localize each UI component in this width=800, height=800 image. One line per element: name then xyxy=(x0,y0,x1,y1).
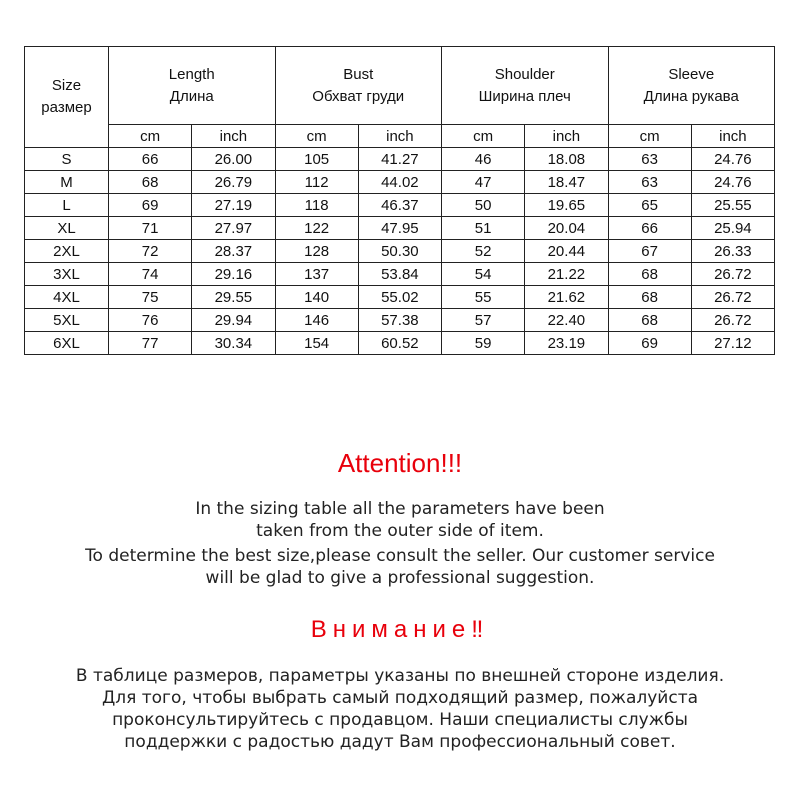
unit-cell: inch xyxy=(691,125,774,148)
table-row xyxy=(25,217,775,240)
value-cell: 77 xyxy=(109,332,192,355)
header-en: Shoulder xyxy=(494,65,555,83)
value-cell: 26.33 xyxy=(691,240,774,263)
value-cell: 112 xyxy=(275,171,358,194)
table-header-row xyxy=(25,47,775,125)
value-cell: 74 xyxy=(109,263,192,286)
value-cell: 30.34 xyxy=(192,332,275,355)
unit-cell: inch xyxy=(525,125,608,148)
value-cell: 26.79 xyxy=(192,171,275,194)
value-cell: 25.94 xyxy=(691,217,774,240)
table-row xyxy=(25,194,775,217)
value-cell: 128 xyxy=(275,240,358,263)
notice-line: проконсультируйтесь с продавцом. Наши специалисты службы xyxy=(112,710,688,730)
header-ru: Ширина плеч xyxy=(478,87,571,105)
value-cell: 146 xyxy=(275,309,358,332)
value-cell: 20.04 xyxy=(525,217,608,240)
value-cell: 21.22 xyxy=(525,263,608,286)
table-row xyxy=(25,263,775,286)
value-cell: 66 xyxy=(608,217,691,240)
unit-cell: inch xyxy=(358,125,441,148)
table-row xyxy=(25,240,775,263)
value-cell: 57.38 xyxy=(358,309,441,332)
table-row xyxy=(25,309,775,332)
size-chart-table xyxy=(24,46,775,355)
notice-line: In the sizing table all the parameters have been xyxy=(195,499,605,519)
value-cell: 63 xyxy=(608,148,691,171)
size-header-ru: размер xyxy=(41,99,92,116)
value-cell: 47 xyxy=(442,171,525,194)
value-cell: 72 xyxy=(109,240,192,263)
bust-header xyxy=(275,47,442,125)
value-cell: 53.84 xyxy=(358,263,441,286)
notice-ru xyxy=(0,665,800,753)
header-ru: Обхват груди xyxy=(312,87,405,105)
value-cell: 20.44 xyxy=(525,240,608,263)
header-ru: Длина рукава xyxy=(643,87,739,105)
size-cell: XL xyxy=(25,217,109,240)
value-cell: 68 xyxy=(608,263,691,286)
value-cell: 50 xyxy=(442,194,525,217)
value-cell: 68 xyxy=(109,171,192,194)
table-row xyxy=(25,286,775,309)
header-en: Sleeve xyxy=(668,65,715,83)
shoulder-header xyxy=(442,47,609,125)
value-cell: 57 xyxy=(442,309,525,332)
value-cell: 75 xyxy=(109,286,192,309)
value-cell: 66 xyxy=(109,148,192,171)
value-cell: 67 xyxy=(608,240,691,263)
notice-line: will be glad to give a professional suggestion. xyxy=(205,568,595,588)
value-cell: 18.08 xyxy=(525,148,608,171)
header-ru: Длина xyxy=(169,87,214,105)
size-cell: 3XL xyxy=(25,263,109,286)
attention-title-ru: Внимание‼ xyxy=(310,616,490,643)
value-cell: 28.37 xyxy=(192,240,275,263)
value-cell: 51 xyxy=(442,217,525,240)
value-cell: 122 xyxy=(275,217,358,240)
size-cell: L xyxy=(25,194,109,217)
value-cell: 26.00 xyxy=(192,148,275,171)
value-cell: 63 xyxy=(608,171,691,194)
unit-cell: cm xyxy=(442,125,525,148)
value-cell: 50.30 xyxy=(358,240,441,263)
value-cell: 24.76 xyxy=(691,171,774,194)
value-cell: 26.72 xyxy=(691,309,774,332)
value-cell: 60.52 xyxy=(358,332,441,355)
value-cell: 26.72 xyxy=(691,286,774,309)
value-cell: 54 xyxy=(442,263,525,286)
value-cell: 55 xyxy=(442,286,525,309)
value-cell: 118 xyxy=(275,194,358,217)
notice-line: поддержки с радостью дадут Вам профессиональный совет. xyxy=(124,732,676,752)
notice-line: Для того, чтобы выбрать самый подходящий размер, пожалуйста xyxy=(101,688,699,708)
value-cell: 25.55 xyxy=(691,194,774,217)
value-cell: 47.95 xyxy=(358,217,441,240)
size-cell: S xyxy=(25,148,109,171)
unit-row xyxy=(25,125,775,148)
table-row xyxy=(25,332,775,355)
value-cell: 154 xyxy=(275,332,358,355)
value-cell: 44.02 xyxy=(358,171,441,194)
notice-line: В таблице размеров, параметры указаны по внешней стороне изделия. xyxy=(75,666,725,686)
size-header xyxy=(25,47,109,148)
value-cell: 24.76 xyxy=(691,148,774,171)
value-cell: 27.12 xyxy=(691,332,774,355)
size-cell: 2XL xyxy=(25,240,109,263)
table-row xyxy=(25,148,775,171)
value-cell: 29.16 xyxy=(192,263,275,286)
notice-line: To determine the best size,please consult the seller. Our customer service xyxy=(85,546,715,566)
size-cell: M xyxy=(25,171,109,194)
value-cell: 59 xyxy=(442,332,525,355)
value-cell: 65 xyxy=(608,194,691,217)
value-cell: 22.40 xyxy=(525,309,608,332)
table-row xyxy=(25,171,775,194)
value-cell: 19.65 xyxy=(525,194,608,217)
size-cell: 4XL xyxy=(25,286,109,309)
value-cell: 27.19 xyxy=(192,194,275,217)
value-cell: 18.47 xyxy=(525,171,608,194)
value-cell: 140 xyxy=(275,286,358,309)
value-cell: 29.94 xyxy=(192,309,275,332)
value-cell: 46 xyxy=(442,148,525,171)
size-header-en: Size xyxy=(51,77,82,94)
value-cell: 69 xyxy=(608,332,691,355)
sleeve-header xyxy=(608,47,775,125)
value-cell: 76 xyxy=(109,309,192,332)
value-cell: 21.62 xyxy=(525,286,608,309)
value-cell: 26.72 xyxy=(691,263,774,286)
value-cell: 68 xyxy=(608,286,691,309)
value-cell: 55.02 xyxy=(358,286,441,309)
header-en: Bust xyxy=(343,65,374,83)
unit-cell: cm xyxy=(109,125,192,148)
value-cell: 27.97 xyxy=(192,217,275,240)
value-cell: 52 xyxy=(442,240,525,263)
size-cell: 6XL xyxy=(25,332,109,355)
value-cell: 71 xyxy=(109,217,192,240)
value-cell: 23.19 xyxy=(525,332,608,355)
notice-paragraph-1 xyxy=(0,498,800,542)
value-cell: 105 xyxy=(275,148,358,171)
length-header xyxy=(109,47,276,125)
value-cell: 68 xyxy=(608,309,691,332)
value-cell: 46.37 xyxy=(358,194,441,217)
attention-title: Attention!!! xyxy=(337,448,463,478)
value-cell: 41.27 xyxy=(358,148,441,171)
value-cell: 137 xyxy=(275,263,358,286)
header-en: Length xyxy=(168,65,215,83)
notice-line: taken from the outer side of item. xyxy=(256,521,544,541)
unit-cell: cm xyxy=(275,125,358,148)
notice-paragraph-2 xyxy=(0,545,800,589)
unit-cell: inch xyxy=(192,125,275,148)
value-cell: 69 xyxy=(109,194,192,217)
value-cell: 29.55 xyxy=(192,286,275,309)
size-cell: 5XL xyxy=(25,309,109,332)
unit-cell: cm xyxy=(608,125,691,148)
